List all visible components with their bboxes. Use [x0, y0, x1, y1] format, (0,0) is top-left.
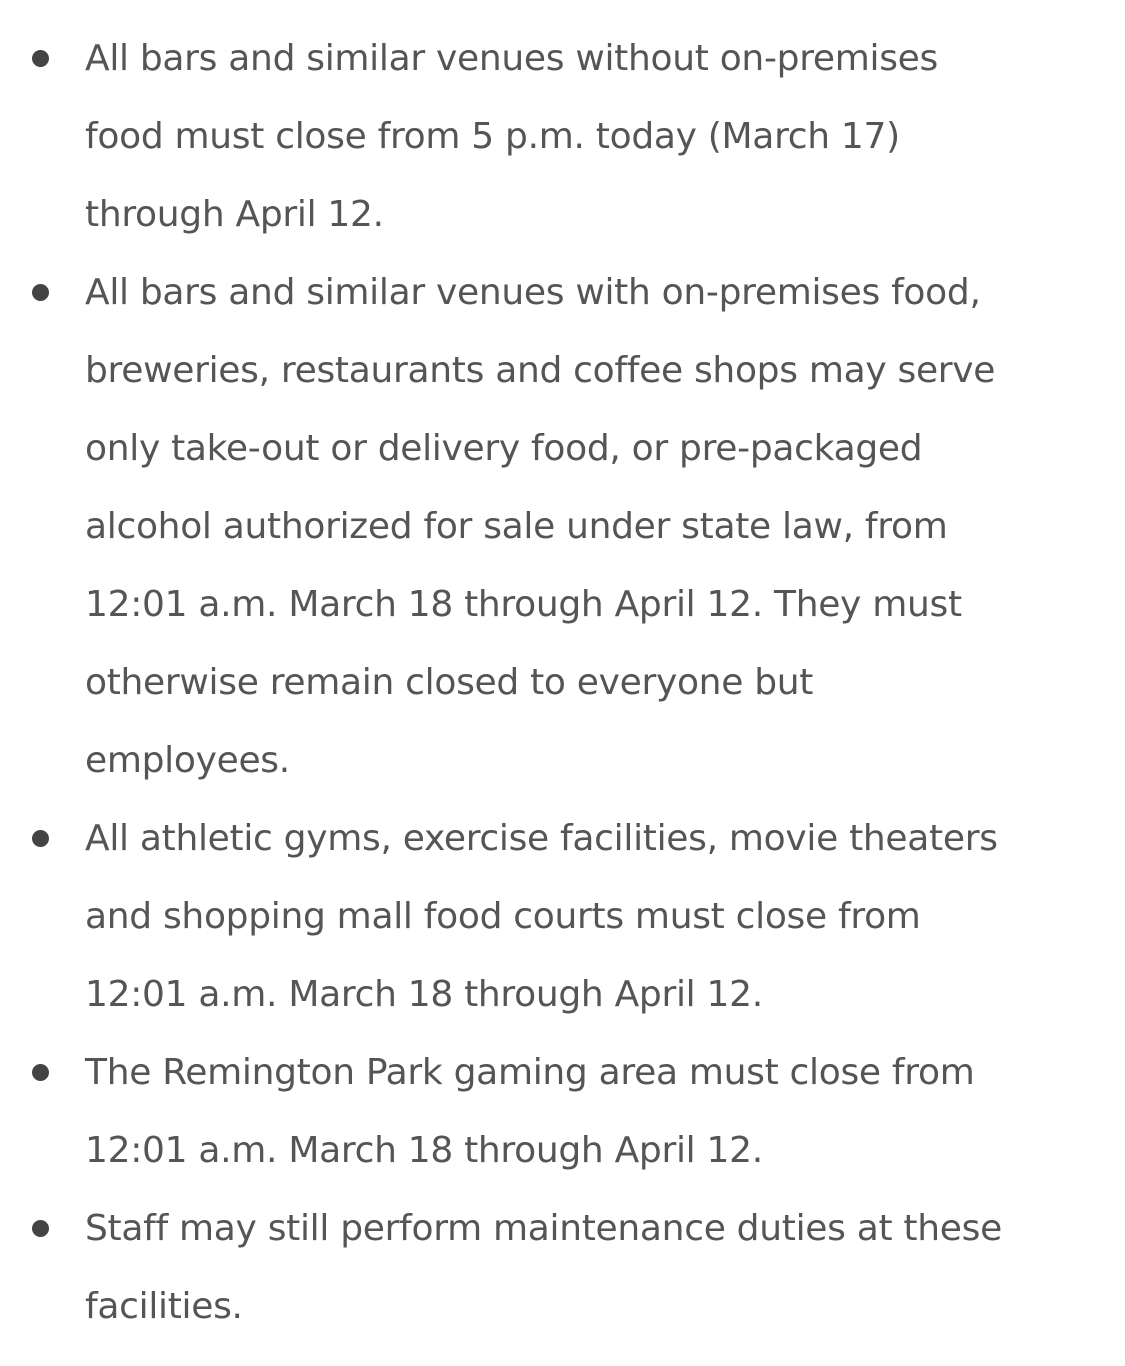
- line: All bars and similar venues without on-premises: [85, 38, 938, 79]
- line: All athletic gyms, exercise facilities, movie theaters: [85, 818, 998, 859]
- line: 12:01 a.m. March 18 through April 12.: [85, 974, 763, 1015]
- bullet-dot-icon: [32, 50, 49, 67]
- line: employees.: [85, 740, 290, 781]
- line: otherwise remain closed to everyone but: [85, 662, 814, 703]
- document-body: [0, 20, 1125, 1346]
- line: alcohol authorized for sale under state law, from: [85, 506, 948, 547]
- line: breweries, restaurants and coffee shops may serve: [85, 350, 996, 391]
- bullet-dot-icon: [32, 830, 49, 847]
- line: Staff may still perform maintenance duties at these: [85, 1208, 1002, 1249]
- bullet-dot-icon: [32, 1220, 49, 1237]
- line: and shopping mall food courts must close from: [85, 896, 921, 937]
- bullet-item-remington-park: [0, 1034, 1125, 1190]
- line: The Remington Park gaming area must close from: [85, 1052, 975, 1093]
- bullet-item-bars-with-food: [0, 254, 1125, 800]
- bullet-item-staff-maintenance: [0, 1190, 1125, 1346]
- bullet-dot-icon: [32, 284, 49, 301]
- bullet-item-gyms-theaters: [0, 800, 1125, 1034]
- line: All bars and similar venues with on-premises food,: [85, 272, 981, 313]
- line: food must close from 5 p.m. today (March 17): [85, 116, 900, 157]
- line: facilities.: [85, 1286, 243, 1327]
- line: only take-out or delivery food, or pre-packaged: [85, 428, 923, 469]
- line: 12:01 a.m. March 18 through April 12.: [85, 1130, 763, 1171]
- bullet-list: [0, 20, 1125, 1346]
- line: through April 12.: [85, 194, 384, 235]
- bullet-dot-icon: [32, 1064, 49, 1081]
- line: 12:01 a.m. March 18 through April 12. They must: [85, 584, 962, 625]
- bullet-item-bars-without-food: [0, 20, 1125, 254]
